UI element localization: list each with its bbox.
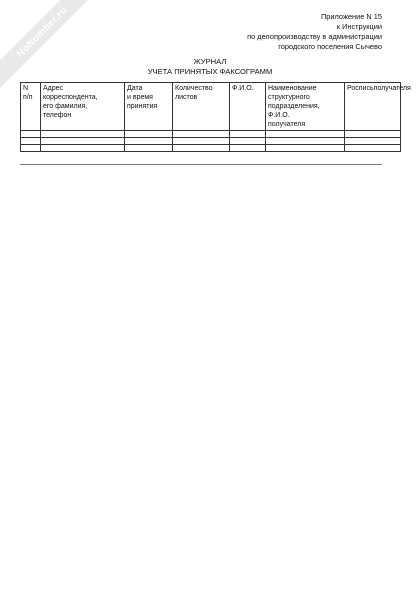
appendix-line-4: городского поселения Сычево	[278, 42, 382, 51]
table-cell	[125, 131, 173, 138]
col-header-number: N п/п	[21, 83, 41, 131]
table-cell	[345, 138, 401, 145]
table-cell	[41, 138, 125, 145]
appendix-line-3: по делопроизводству в администрации	[247, 32, 382, 41]
table-cell	[230, 138, 266, 145]
table-cell	[21, 145, 41, 152]
table-cell	[266, 131, 345, 138]
watermark-text: NoNumber.ru	[14, 4, 70, 60]
table-row	[21, 145, 401, 152]
title-line-1: ЖУРНАЛ	[193, 57, 227, 66]
table-cell	[21, 138, 41, 145]
col-header-correspondent: Адрес корреспондента, его фамилия, телефон	[41, 83, 125, 131]
title-line-2: УЧЕТА ПРИНЯТЫХ ФАКСОГРАММ	[147, 67, 273, 76]
table-cell	[345, 131, 401, 138]
table-cell	[266, 145, 345, 152]
fax-journal-table	[20, 82, 411, 152]
table-cell	[41, 145, 125, 152]
col-header-department-recipient: Наименование структурного подразделения, Ф.И.О. получателя	[266, 83, 345, 131]
table-cell	[125, 145, 173, 152]
appendix-reference	[247, 12, 382, 52]
table-header-row	[21, 83, 401, 131]
col-header-date-time: Дата и время принятия	[125, 83, 173, 131]
table-cell	[173, 145, 230, 152]
table-cell	[21, 131, 41, 138]
table-cell	[230, 145, 266, 152]
table-row	[21, 131, 401, 138]
col-header-full-name: Ф.И.О.	[230, 83, 266, 131]
table-cell	[266, 138, 345, 145]
horizontal-rule	[20, 164, 382, 165]
document-title	[0, 57, 420, 77]
col-header-recipient-signature: Росписьполучателя	[345, 83, 401, 131]
appendix-line-2: к Инструкции	[336, 22, 382, 31]
table-cell	[41, 131, 125, 138]
table-cell	[173, 138, 230, 145]
table-cell	[173, 131, 230, 138]
table-row	[21, 138, 401, 145]
table-cell	[125, 138, 173, 145]
col-header-sheet-count: Количество листов	[173, 83, 230, 131]
appendix-line-1: Приложение N 15	[320, 12, 382, 21]
table-cell	[345, 145, 401, 152]
table-cell	[230, 131, 266, 138]
